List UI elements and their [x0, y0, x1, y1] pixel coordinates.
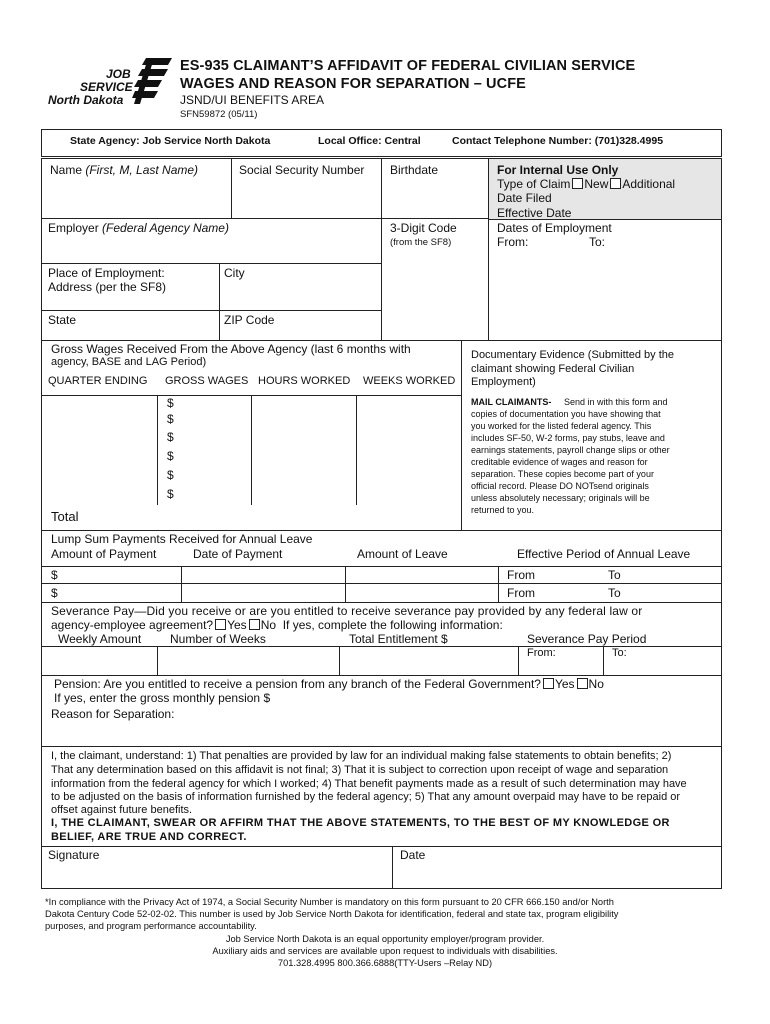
local-office: Local Office: Central: [318, 135, 421, 147]
effective-date-label: Effective Date: [497, 206, 572, 220]
severance-from-label: From:: [527, 647, 556, 659]
internal-use-title: For Internal Use Only: [497, 163, 619, 177]
ssn-label: Social Security Number: [239, 163, 365, 177]
logo-text-north-dakota: North Dakota: [48, 93, 124, 107]
birthdate-label: Birthdate: [390, 163, 439, 177]
lump-row-1-to: To: [608, 568, 621, 582]
wages-header-gross: GROSS WAGES: [165, 375, 249, 387]
logo-text-job: JOB: [106, 67, 131, 81]
severance-no-checkbox[interactable]: [249, 619, 260, 630]
lump-sum-title: Lump Sum Payments Received for Annual Leave: [51, 532, 313, 546]
lump-sum-entry-grid[interactable]: [42, 567, 721, 601]
reason-separation-field[interactable]: [42, 722, 721, 745]
state-label: State: [48, 313, 77, 327]
employment-to-label: To:: [589, 235, 606, 249]
wage-row-3-currency: $: [167, 430, 174, 444]
type-of-claim: Type of Claim New Additional: [497, 177, 676, 191]
date-filed-label: Date Filed: [497, 191, 552, 205]
wages-entry-grid[interactable]: [42, 396, 460, 504]
signature-field[interactable]: [42, 862, 391, 888]
evidence-line-4: includes SF-50, W-2 forms, pay stubs, leave and: [471, 433, 665, 443]
evidence-line-3: you worked for the listed federal agency. This: [471, 421, 652, 431]
form-title-line-2: WAGES AND REASON FOR SEPARATION – UCFE: [180, 76, 526, 92]
privacy-line-3: purposes, and program performance accountability.: [45, 921, 257, 931]
wage-row-4-currency: $: [167, 449, 174, 463]
evidence-line-7: separation. These copies become part of your: [471, 469, 654, 479]
swear-line-1: I, THE CLAIMANT, SWEAR OR AFFIRM THAT THE ABOVE STATEMENTS, TO THE BEST OF MY KNOWLEDGE OR: [51, 817, 670, 829]
lump-row-1-currency: $: [51, 568, 58, 582]
evidence-line-1: Send in with this form and: [564, 397, 668, 407]
evidence-line-5: earnings statements, payroll change slips or other: [471, 445, 670, 455]
evidence-title-line-1: Documentary Evidence (Submitted by the: [471, 349, 674, 361]
lump-row-2-to: To: [608, 586, 621, 600]
mail-claimants-label: MAIL CLAIMANTS-: [471, 397, 552, 407]
footer-eeo: Job Service North Dakota is an equal opportunity employer/program provider.: [225, 934, 545, 944]
zip-label: ZIP Code: [224, 313, 275, 327]
name-label: Name (First, M, Last Name): [50, 163, 199, 177]
severance-question-line-2: agency-employee agreement? Yes No If yes, complete the following information:: [51, 618, 503, 632]
wages-header-quarter: QUARTER ENDING: [48, 375, 148, 387]
understand-line-4: to be adjusted on the basis of information furnished by the federal agency; 5) That any amount overpaid may have to be repaid or: [51, 791, 681, 803]
wages-total-label: Total: [51, 509, 79, 524]
pension-no-checkbox[interactable]: [577, 678, 588, 689]
zip-field[interactable]: [220, 311, 380, 339]
swear-line-2: BELIEF, ARE TRUE AND CORRECT.: [51, 831, 247, 843]
amount-of-payment-label: Amount of Payment: [51, 547, 157, 561]
pension-question: Pension: Are you entitled to receive a pension from any branch of the Federal Government? Yes No: [54, 677, 604, 691]
lump-row-1-from: From: [507, 568, 535, 582]
date-field[interactable]: [394, 862, 721, 888]
understand-line-2: That any determination based on this affidavit is not final; 3) That it is subject to correction upon receipt of wage and separation: [51, 764, 669, 776]
number-of-weeks-label: Number of Weeks: [170, 632, 266, 646]
city-field[interactable]: [220, 282, 380, 309]
evidence-title-line-2: claimant showing Federal Civilian: [471, 363, 635, 375]
evidence-title-line-3: Employment): [471, 376, 536, 388]
logo-stripes-icon: [132, 56, 176, 106]
state-field[interactable]: [42, 311, 218, 339]
state-agency: State Agency: Job Service North Dakota: [70, 135, 271, 147]
additional-claim-checkbox[interactable]: [610, 178, 621, 189]
agency-bar: [41, 129, 722, 157]
form-number: SFN59872 (05/11): [180, 109, 258, 120]
evidence-line-6: creditable evidence of wages and reason for: [471, 457, 648, 467]
date-label: Date: [400, 848, 426, 862]
agency-code-field[interactable]: [382, 250, 487, 339]
address-field[interactable]: [42, 264, 218, 309]
birthdate-field[interactable]: [382, 178, 487, 217]
footer-aids: Auxiliary aids and services are available upon request to individuals with disabilities.: [212, 946, 558, 956]
address-label: Address (per the SF8): [48, 280, 167, 294]
amount-of-leave-label: Amount of Leave: [357, 547, 448, 561]
signature-label: Signature: [48, 848, 100, 862]
severance-yes-checkbox[interactable]: [215, 619, 226, 630]
wage-row-6-currency: $: [167, 487, 174, 501]
city-label: City: [224, 266, 245, 280]
privacy-line-2: Dakota Century Code 52-02-02. This number is used by Job Service North Dakota for identification, federal and state tax, program eligibility: [45, 909, 619, 919]
effective-period-label: Effective Period of Annual Leave: [517, 547, 691, 561]
wage-row-5-currency: $: [167, 468, 174, 482]
code-label: 3-Digit Code: [390, 221, 457, 235]
lump-row-2-from: From: [507, 586, 535, 600]
lump-row-2-currency: $: [51, 586, 58, 600]
logo-text-service: SERVICE: [80, 80, 133, 94]
form-subtitle: JSND/UI BENEFITS AREA: [180, 93, 325, 107]
wages-header-hours: HOURS WORKED: [258, 375, 351, 387]
contact-phone: Contact Telephone Number: (701)328.4995: [452, 135, 664, 147]
understand-line-1: I, the claimant, understand: 1) That penalties are provided by law for an individual making false statements to obtain benefits; 2): [51, 750, 672, 762]
job-service-logo: [46, 56, 174, 110]
date-of-payment-label: Date of Payment: [193, 547, 283, 561]
severance-question-line-1: Severance Pay—Did you receive or are you entitled to receive severance pay provided by any federal law or: [51, 604, 643, 618]
name-field[interactable]: [42, 178, 230, 217]
severance-entry-grid[interactable]: [42, 647, 721, 674]
total-entitlement-label: Total Entitlement $: [349, 632, 448, 646]
employer-label: Employer (Federal Agency Name): [48, 221, 229, 235]
severance-period-label: Severance Pay Period: [527, 632, 647, 646]
evidence-line-8: official record. Please DO NOTsend originals: [471, 481, 649, 491]
weekly-amount-label: Weekly Amount: [58, 632, 142, 646]
employment-from-label: From:: [497, 235, 529, 249]
new-claim-checkbox[interactable]: [572, 178, 583, 189]
understand-line-5: offset against future benefits.: [51, 804, 193, 816]
pension-followup: If yes, enter the gross monthly pension $: [54, 691, 271, 705]
privacy-line-1: *In compliance with the Privacy Act of 1974, a Social Security Number is mandatory on this form pursuant to 20 CFR 666.150 and/or North: [45, 897, 614, 907]
wages-title-line-1: Gross Wages Received From the Above Agency (last 6 months with: [51, 342, 411, 356]
form-title-line-1: ES-935 CLAIMANT’S AFFIDAVIT OF FEDERAL CIVILIAN SERVICE: [180, 58, 636, 74]
wage-row-1-currency: $: [167, 396, 174, 410]
evidence-line-10: returned to you.: [471, 505, 535, 515]
reason-separation-label: Reason for Separation:: [51, 707, 175, 721]
evidence-line-9: unless absolutely necessary; originals will be: [471, 493, 650, 503]
understand-line-3: information from the federal agency for which I worked; 4) That benefit payments made as a result of such determination may have: [51, 778, 687, 790]
code-hint: (from the SF8): [390, 237, 452, 248]
evidence-line-2: copies of documentation you have showing that: [471, 409, 661, 419]
place-employment-label: Place of Employment:: [48, 266, 165, 280]
ssn-field[interactable]: [232, 178, 380, 217]
severance-to-label: To:: [612, 647, 627, 659]
dates-employment-label: Dates of Employment: [497, 221, 612, 235]
wages-title-line-2: agency, BASE and LAG Period): [51, 356, 207, 368]
wage-row-2-currency: $: [167, 412, 174, 426]
pension-yes-checkbox[interactable]: [543, 678, 554, 689]
wages-header-weeks: WEEKS WORKED: [363, 375, 456, 387]
employer-field[interactable]: [42, 236, 380, 262]
footer-phones: 701.328.4995 800.366.6888(TTY-Users –Relay ND): [277, 958, 493, 968]
